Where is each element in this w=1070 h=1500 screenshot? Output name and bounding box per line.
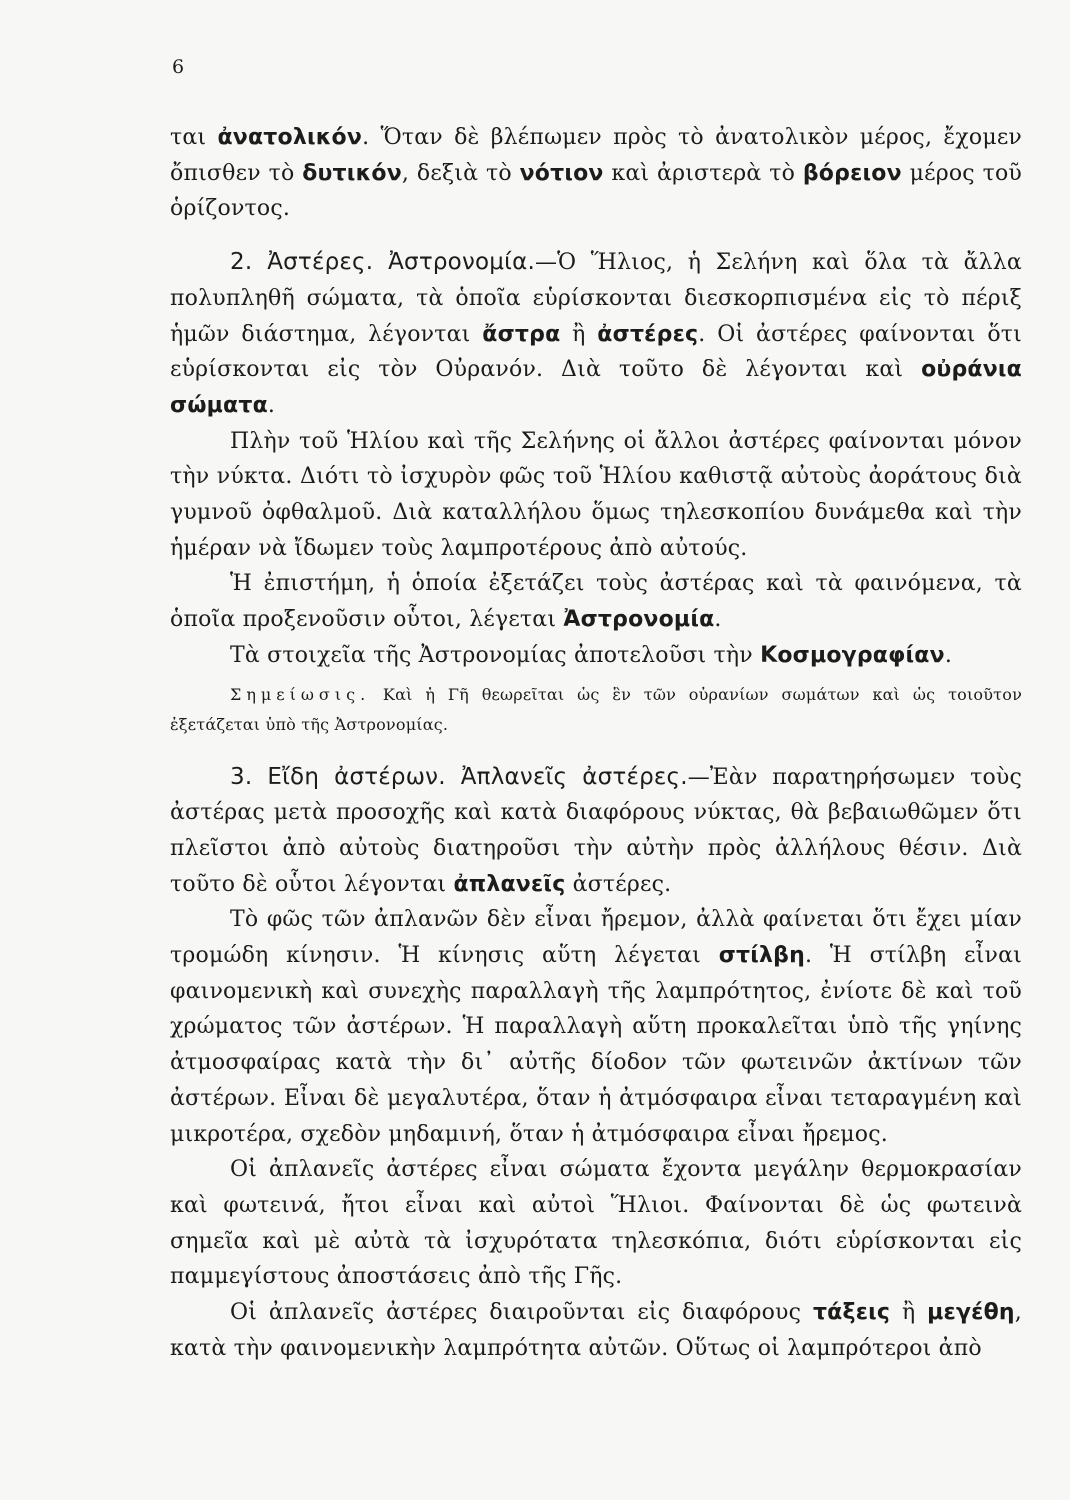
paragraph-9: Οἱ ἀπλανεῖς ἀστέρες διαιροῦνται εἰς διαφόρους τάξεις ἢ μεγέθη, κατὰ τὴν φαινομενικὴν λαμπρότητα αὐτῶν. Οὕτως οἱ λαμπρότεροι ἀπὸ [170,1300,1022,1361]
paragraph-4: Ἡ ἐπιστήμη, ἡ ὁποία ἐξετάζει τοὺς ἀστέρας καὶ τὰ φαινόμενα, τὰ ὁποῖα προξενοῦσιν οὗτοι, λέγεται Ἀστρονομία. [170,571,1022,633]
section-heading: 2. Ἀστέρες. Ἀστρονομία. [230,249,535,276]
note-label: Σημείωσις. [230,684,371,704]
section-heading: 3. Εἴδη ἀστέρων. Ἀπλανεῖς ἀστέρες. [230,763,688,790]
paragraph-5: Τὰ στοιχεῖα τῆς Ἀστρονομίας ἀποτελοῦσι τὴν Κοσμογραφίαν. [230,642,953,668]
paragraph-1: ται ἀνατολικόν. Ὅταν δὲ βλέπωμεν πρὸς τὸ ἀνατολικὸν μέρος, ἔχομεν ὄπισθεν τὸ δυτικόν, δεξιὰ τὸ νότιον καὶ ἀριστερὰ τὸ βόρειον μέρος τοῦ ὁρίζοντος. [170,125,1022,222]
paragraph-7: Τὸ φῶς τῶν ἀπλανῶν δὲν εἶναι ἤρεμον, ἀλλὰ φαίνεται ὅτι ἔχει μίαν τρομώδη κίνησιν. Ἡ κίνησις αὕτη λέγεται στίλβη. Ἡ στίλβη εἶναι φαινομενικὴ καὶ συνεχὴς παραλλαγὴ τῆς λαμπρότητος, ἐνίοτε δὲ καὶ τοῦ χρώματος τῶν ἀστέρων. Ἡ παραλλαγὴ αὕτη προκαλεῖται ὑπὸ τῆς γηίνης ἀτμοσφαίρας κατὰ τὴν δι᾿ αὐτῆς δίοδον τῶν φωτεινῶν ἀκτίνων τῶν ἀστέρων. Εἶναι δὲ μεγαλυτέρα, ὅταν ἡ ἀτμόσφαιρα εἶναι τεταραγμένη καὶ μικροτέρα, σχεδὸν μηδαμινή, ὅταν ἡ ἀτμόσφαιρα εἶναι ἤρεμος. [170,907,1022,1147]
section-3: 3. Εἴδη ἀστέρων. Ἀπλανεῖς ἀστέρες.—Ἐὰν παρατηρήσωμεν τοὺς ἀστέρας μετὰ προσοχῆς καὶ κατὰ διαφόρους νύκτας, θὰ βεβαιωθῶμεν ὅτι πλεῖστοι ἀπὸ αὐτοὺς διατηροῦσι τὴν αὐτὴν πρὸς ἀλλήλους θέσιν. Διὰ τοῦτο δὲ οὗτοι λέγονται ἀπλανεῖς ἀστέρες. [170,763,1023,897]
page-number: 6 [172,56,185,78]
paragraph-3: Πλὴν τοῦ Ἡλίου καὶ τῆς Σελήνης οἱ ἄλλοι ἀστέρες φαίνονται μόνον τὴν νύκτα. Διότι τὸ ἰσχυρὸν φῶς τοῦ Ἡλίου καθιστᾷ αὐτοὺς ἀοράτους διὰ γυμνοῦ ὀφθαλμοῦ. Διὰ καταλλήλου ὅμως τηλεσκοπίου δυνάμεθα καὶ τὴν ἡμέραν νὰ ἴδωμεν τοὺς λαμπροτέρους ἀπὸ αὐτούς. [170,428,1022,561]
paragraph-8: Οἱ ἀπλανεῖς ἀστέρες εἶναι σώματα ἔχοντα μεγάλην θερμοκρασίαν καὶ φωτεινά, ἤτοι εἶναι καὶ αὐτοὶ Ἥλιοι. Φαίνονται δὲ ὡς φωτεινὰ σημεῖα καὶ μὲ αὐτὰ τὰ ἰσχυρότατα τηλεσκόπια, διότι εὑρίσκονται εἰς παμμεγίστους ἀποστάσεις ἀπὸ τῆς Γῆς. [170,1157,1022,1290]
section-2: 2. Ἀστέρες. Ἀστρονομία.—Ὁ Ἥλιος, ἡ Σελήνη καὶ ὅλα τὰ ἄλλα πολυπληθῆ σώματα, τὰ ὁποῖα εὑρίσκονται διεσκορπισμένα εἰς τὸ πέριξ ἡμῶν διάστημα, λέγονται ἄστρα ἢ ἀστέρες. Οἱ ἀστέρες φαίνονται ὅτι εὑρίσκονται εἰς τὸν Οὐρανόν. Διὰ τοῦτο δὲ λέγονται καὶ οὐράνια σώματα. [170,249,1023,418]
body-text [170,120,1022,1367]
note: Σημείωσις. Καὶ ἡ Γῆ θεωρεῖται ὡς ἓν τῶν οὐρανίων σωμάτων καὶ ὡς τοιοῦτον ἐξετάζεται ὑπὸ τῆς Ἀστρονομίας. [170,684,1022,734]
